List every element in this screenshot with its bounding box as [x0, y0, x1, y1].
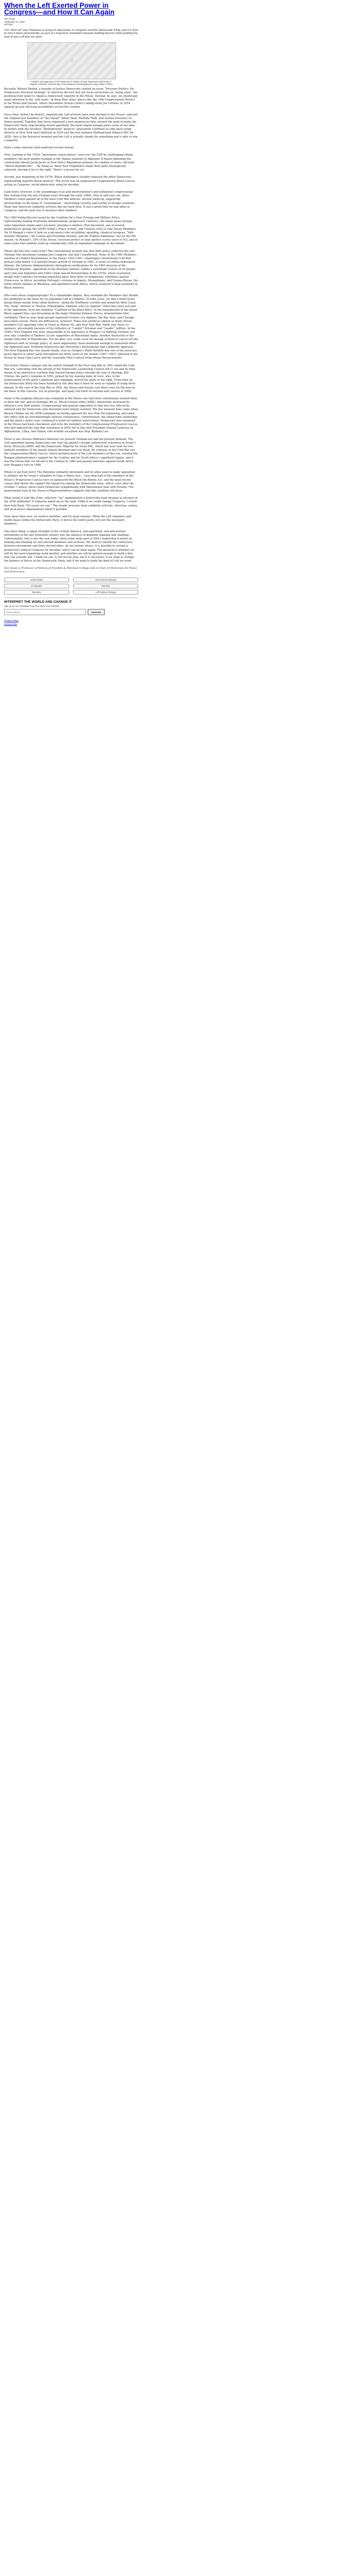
article-title[interactable]: When the Left Exerted Power in Congress—and How It Can Again — [4, 2, 115, 16]
tag-link[interactable]: Elections — [4, 590, 69, 595]
tag-list — [4, 578, 138, 595]
footer-heading: INTERPRET THE WORLD AND CHANGE IT — [4, 600, 72, 604]
article-dek: The “third rail” over Palestine is losing its fatal power in Congress and the Democratic Party, and it is time to shut it down permanently, as part of a long-term orientation towards building fascism while building the kind of new Left that we need. — [4, 28, 138, 39]
article-meta — [4, 18, 138, 26]
newsletter-footer — [4, 598, 138, 626]
unsubscribe-link[interactable]: Unsubscribe — [4, 622, 18, 625]
paragraph: Recently, Waleed Shahid, a founder of Justice Democrats, posted an essay “Pressure Politics: On Progressive Electoral Strategy” in which he decried (but not focus exclusively on ‘swing seats’, the perennial holy grail) to regain a Democratic majority in the House. Instead, he says, we should pay equal attention to the ‘safe seats’. In deep Blue cities, places like the 14th Congressional District in the Bronx and Queens, where Alexandria Ocasio-Cortez’s taking down Joe Crowley in 2018 opened up new electoral possibilities across the country. — [4, 87, 138, 109]
email-input[interactable] — [4, 609, 86, 615]
article-body — [4, 88, 138, 564]
author-name: Van Gosse — [4, 18, 15, 20]
subscribe-button[interactable]: Subscribe — [88, 609, 105, 615]
photo-placeholder: ▢ — [27, 42, 116, 79]
tag-link[interactable]: United States — [4, 578, 69, 582]
newsletter-form — [4, 609, 138, 615]
tag-link[interactable]: Left Political Strategy — [73, 590, 138, 595]
paragraph: Look down, however, is the assemblage of an anti-interventionist (and unilateral) congressional bloc lasting from the late Vietnam years through the early 1990s. Year in and year out, these Members voted against all of the most Cold War policies: nuclear build-up, supporting dictatorships in the name of “containment,” intervening covertly and overtly in foreign countries. Many had American solidarity activists like me back then. It was a given that we had allies in Congress, and the goal was to increase their numbers. — [4, 191, 136, 212]
paragraph: First, starting in the 1970s “movement conservatives” took over the GOP by challenging sitting members; the most painful example is the Yankee washout of Alphonse D’Amato defeating the consistently liberal Jacob Javits in New York’s Republican primary. In a matter of years, old-style “liberal Republicans” ... By doing so, these New Englanders made their party ideologically coherent, moving it far to the right. There’s a lesson for us! — [4, 154, 135, 172]
paragraph: The 1984 Voting Record issued by the Coalition for a New Foreign and Military Policy, representing leading Protestant denominations, progressive Catholics, the major peace groups, some important unions and a lot more, provides a window. That document, one of several published by groups like SANE (today’s Peace Action), and Chelsea votes to rate House Members. On 10 Reagan’s votes it took on a pro-peace vote on military spending, chemical weapons, “Anti-Satellite Weapons,” the Contas and Presiding missiles, and the Trident submarine, two on the MX missile, 4a Ronald’s, 25% of the House, received perfect or near perfect scores (zero or 93), and in some years that number went up considerably, with an expanded campaign in the Senate. — [4, 216, 138, 246]
author-bio: Van Gosse is Professor of History at Franklin & Marshall College and co-chair of Historians for Peace and Democracy. — [4, 567, 137, 573]
footer-links — [4, 619, 138, 626]
article-container — [4, 0, 138, 626]
paragraph: One more thing: a signal strength of the Central America, anti-apartheid, and anti-nuclear movements of the late twentieth century was the absence of dogmatic blaming and shaming. Unfortunately, that is not the case today, when some large part of DSA’s leadership is intent on naming and shaming its own elected members and activists. We need to rebuild the connection between movements and their elected allies. As our history shows, it is possible to sustain a progressive wing in Congress for decades, and it can be done again. The question is whether we will do the hard organizing work needed, and whether we will be patient enough to build a bloc that can actually win. I think we can. It will not be easy, but it is necessary, if we want to change the balance of forces in the Democratic Party, and if we want to build the kind of Left we need. — [4, 530, 135, 563]
paragraph: The Soviet Union’s collapse and the hollow triumph of the First Iraq War in 1991 ended the Cold War era, coinciding with the advent of the Democratic Leadership Council (DLC) era and its fond dream of an ahistorical centrism that viewed foreign policy through the lens of ideology. Bill Clinton, the party’s nominee in 1992, picked for his running mate Al Gore, who, in his endorsement of the party’s platform and campaign, moved the party to the right. From then on, the Democratic Party has been haunted by the idea that it must be seen as capable of using force abroad. In the case of the Iraq War in 2002, the House and Senate cast their votes for the war on the basis of this concern, not on principle, and many lost their re-election and careers in 2006. — [4, 364, 136, 393]
paragraph: Second, also beginning in the 1970s, Black challengers steadily replaced the white Democrats representing majority-Black districts. The result was an empowered Congressional Black Caucus acting as Congress’ social-democratic wing for decades. — [4, 176, 135, 187]
paragraph: Many of the longtime liberals who remained in the House saw that their constituents wanted them to back the war, and accordingly did so. The pro-Israel lobby, AIPAC, meanwhile increased its influence over both parties. Congressional and popular opposition to that war was effectively silenced and the Democrats who dissented were largely isolated. The key moment here came when Barack Obama ran his 2008 campaign on having opposed the war from the beginning, and came into office with an overwhelmingly antiwar constituency. Unfortunately, the Democratic leadership and the party’s donor class continued to push for military intervention. Democrats who remained in the House had been chastened, and even the members of the Congressional Progressive Caucus who had opposed the Iraq War resolution in 2002 fell in line with President Obama’s policies on Afghanistan, Libya, and Yemen. One notable exception was Rep. Barbara Lee. — [4, 397, 138, 434]
article-figure — [27, 42, 115, 86]
paragraph: Where to go from here? The Palestine solidarity movement and its allies need to make opposition to military aid for Israel’s slaughter in Gaza a litmus test… Less than half of the members of the House’s Progressive Caucus have co-sponsored the Block the Bombs Act, and the most recent census that shows the support the Squad has among the Democratic base, which, even after the October 7 attack, shows more Democrats sympathizing with Palestinians than with Israelis. The generational turn in the House of Representatives suggests that this coalition will grow. — [4, 471, 136, 493]
footer-subtext: Sign up for our newsletter to get the latest from Portside. — [4, 605, 60, 608]
tag-link[interactable]: El Salvador — [4, 584, 69, 588]
section-label: NATION — [4, 23, 13, 26]
paragraph: Since then, district by district, emphatically Left activists have won election to the House—and put the original four members of “the Squad” (Ilhan Omar, Rashida Tlaib, and Ayanna Pressley) on firmer ground. Together they have organized a new progressive bloc around the push to make the Democratic Party stop backing Israeli apartheid, the most urgent foreign policy issue of our time. In battles with the lucrative “Battleground” projects—grassroots coalitions to take back swing districts in New York and California in 2024 and the new national Battleground Alliance PAC for 2026—this is the historical moment and the Left is actually steady for something and is able to win a majority. — [4, 113, 138, 142]
paragraph: Now, more than ever, we need to mobilize, and for good reasons. When the Left organizes and builds bases within the Democratic Party, it moves the entire party, not just the insurgent members. — [4, 515, 132, 526]
tag-link[interactable]: International solidarity — [73, 578, 138, 582]
paragraph: Here’s some relevant (and relatively recent) history. — [4, 146, 75, 150]
paragraph: Where did this bloc come from? The conventional wisdom was that their policy reflected the anti-Vietnam War movement surging into Congress, but that’s insufficient. None of the 1984 Members, whether it’s Robert Kastenmeier, in the House 1959–1991—challenged conventional Cold War policies long before U.S.-ground troops arrived in Vietnam in 1965. A series of citizen-radicalized liberals, the Johnson Administration’s throughout justifications for its 1965 invasion of the Dominican Republic, opposition to the Brazilian military regime’s systematic torture of its people, and Cuba and Argentina and Chile’s dark spaced dictatorships in the 1970s, which resonated deeply with Catholics receiving anguished pleas from their co-religionists, rebellious against Franco-era, in Africa, including Portugal’s colonies in Angola, Mozambique, and Guinea-Bissau, the white-settler regimes in Rhodesia, and apartheid South Africa, which catalyzed a deep solidarity in Black America. — [4, 249, 138, 290]
paragraph: Who were these congresspeople? To a remarkable degree, they resemble the Members that Shahid has identified as the basis for an expanded Left in Congress. In both cases, we find a multi-racial group drawn mostly from urban districts—along the Northeast corridor and along the West Coast. The “deep” Antiwar of “Boston, Philadelphia, Oakland, and Los Angeles” when they were not part of the opposition. Even the eloquent “Coalition of the Black Belts” in the transmission of the moral Black support they cast dissenting on the major National Defense Forces, demonstrates that continuity. Then as now, large groups represent Greater Los Angeles, the Bay Area, and Chicago have been crucial. There are differences, however: Texas now produces almost as many House members (22) opposing votes in Israel as Illinois (6), and New York Rep. Holds only three co-sponsors, presumably because of the influence of “Leader” Schumer and “Leader” Jeffries. In the 1980s, New England was near unassailable in its opposition to Reagan’s re-fighting Vietnam, but now only a handful of Yankees (3) are supporters of Palestinian rights. Another distinction is the steady reduction of Republicans. For decades, you could count on enough of them to cancel out the rightward shift on foreign policy, or, more importantly, those moderate enough to somewhat offset the rightward lean. Northern Democrats like Wisconsin’s Kastenmeier had a different approach. The New England bloc has stayed steady, even as Oregon’s Mark Hatfield was one of the most pro-peace figures in either party throughout his thirty years in the Senate (1967–1997), followed in the House by Iowa’s Jim Leach and the venerable Ohio Centrist-from-whom Massachusetts. — [4, 294, 138, 360]
publish-date: September 10, 2020 — [4, 20, 25, 23]
tag-link[interactable]: Palestine — [73, 584, 138, 588]
paragraph: What would it look like if the collective “we” implemented a fork-in-the-road strategy in advance of the 2026 midterms? If someone asked me in the early 1980s if we could change Congress, I would have told them “Of course we can.” The steady pressure from solidarity activists, churches, unions, and local peace organizations made it possible. — [4, 497, 138, 511]
figure-caption: Families and supporters of the Movement of Victims of State Repression (MOVICE) in Bogotá, Colombia, mark the Day of the Detained and Disappeared. (Sean Glass / Flickr) — [30, 80, 112, 86]
privacy-policy-link[interactable]: Privacy Policy — [4, 619, 19, 622]
paragraph: There is one obvious difference between our present Vietnam-era and the present moment. The Left opposition among Democrats now rises up against a deeply entrenched consensus in Israel’s favor, driven by AIPAC and the Democratic Majority for Israel PAC, which last year took out two stalwart members of the Squad: Jamaal Bowman and Cori Bush. By contrast, in the Cold War era the Congressional Black Caucus, which included most of the Left members of that era, resisted the Reagan administration’s support for the Contras and for South Africa’s apartheid regime, and it was the House that cut off aid to the Contras in 1984 and passed sanctions against South Africa over Reagan’s veto in 1986. — [4, 437, 138, 467]
